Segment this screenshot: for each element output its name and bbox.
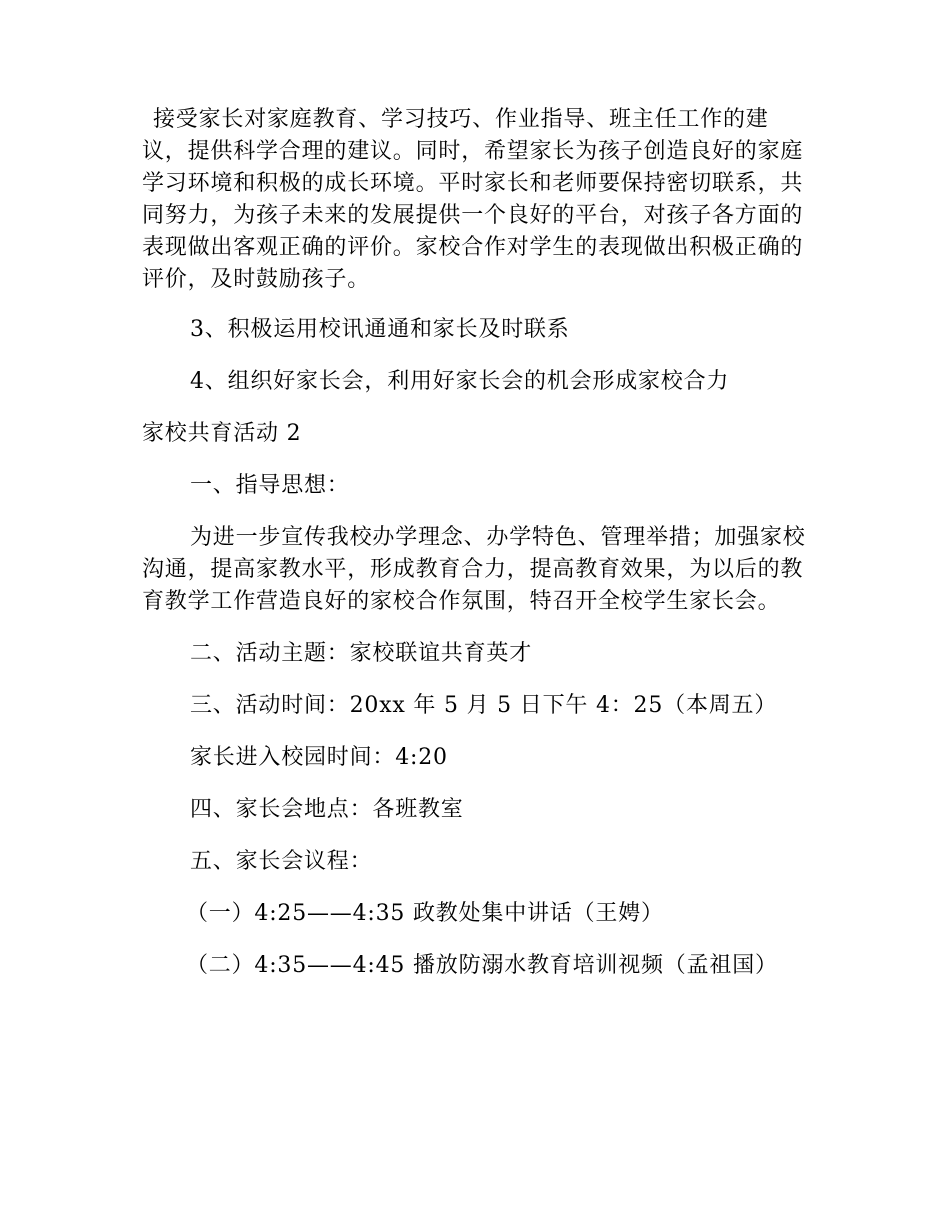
meeting-agenda-heading: 五、家长会议程： — [190, 849, 373, 874]
item-3-school-messaging: 3、积极运用校讯通通和家长及时联系 — [190, 317, 570, 342]
agenda-item-2: （二）4:35——4:45 播放防溺水教育培训视频（孟祖国） — [186, 953, 778, 978]
guiding-ideology-heading: 一、指导思想： — [190, 473, 350, 498]
paragraph-guiding-ideology: 为进一步宣传我校办学理念、办学特色、管理举措；加强家校沟通，提高家教水平，形成教育合力，提高教育效果，为以后的教育教学工作营造良好的家校合作氛围，特召开全校学生家长会。 — [142, 525, 806, 614]
agenda-item-1: （一）4:25——4:35 政教处集中讲话（王娉） — [186, 901, 664, 926]
meeting-location: 四、家长会地点：各班教室 — [190, 797, 464, 822]
section-heading-activity-2: 家校共育活动 2 — [142, 421, 302, 446]
document-body — [142, 104, 812, 1002]
parent-entry-time: 家长进入校园时间：4:20 — [190, 745, 448, 770]
activity-time: 三、活动时间：20xx 年 5 月 5 日下午 4：25（本周五） — [190, 693, 778, 718]
activity-theme: 二、活动主题：家校联谊共育英才 — [190, 641, 533, 666]
paragraph-home-school-suggestions: 接受家长对家庭教育、学习技巧、作业指导、班主任工作的建议，提供科学合理的建议。同时，希望家长为孩子创造良好的家庭学习环境和积极的成长环境。平时家长和老师要保持密切联系，共同努力，为孩子未来的发展提供一个良好的平台，对孩子各方面的表现做出客观正确的评价。家校合作对学生的表现做出积极正确的评价，及时鼓励孩子。 — [142, 107, 804, 292]
item-4-parent-meeting: 4、组织好家长会，利用好家长会的机会形成家校合力 — [190, 369, 730, 394]
